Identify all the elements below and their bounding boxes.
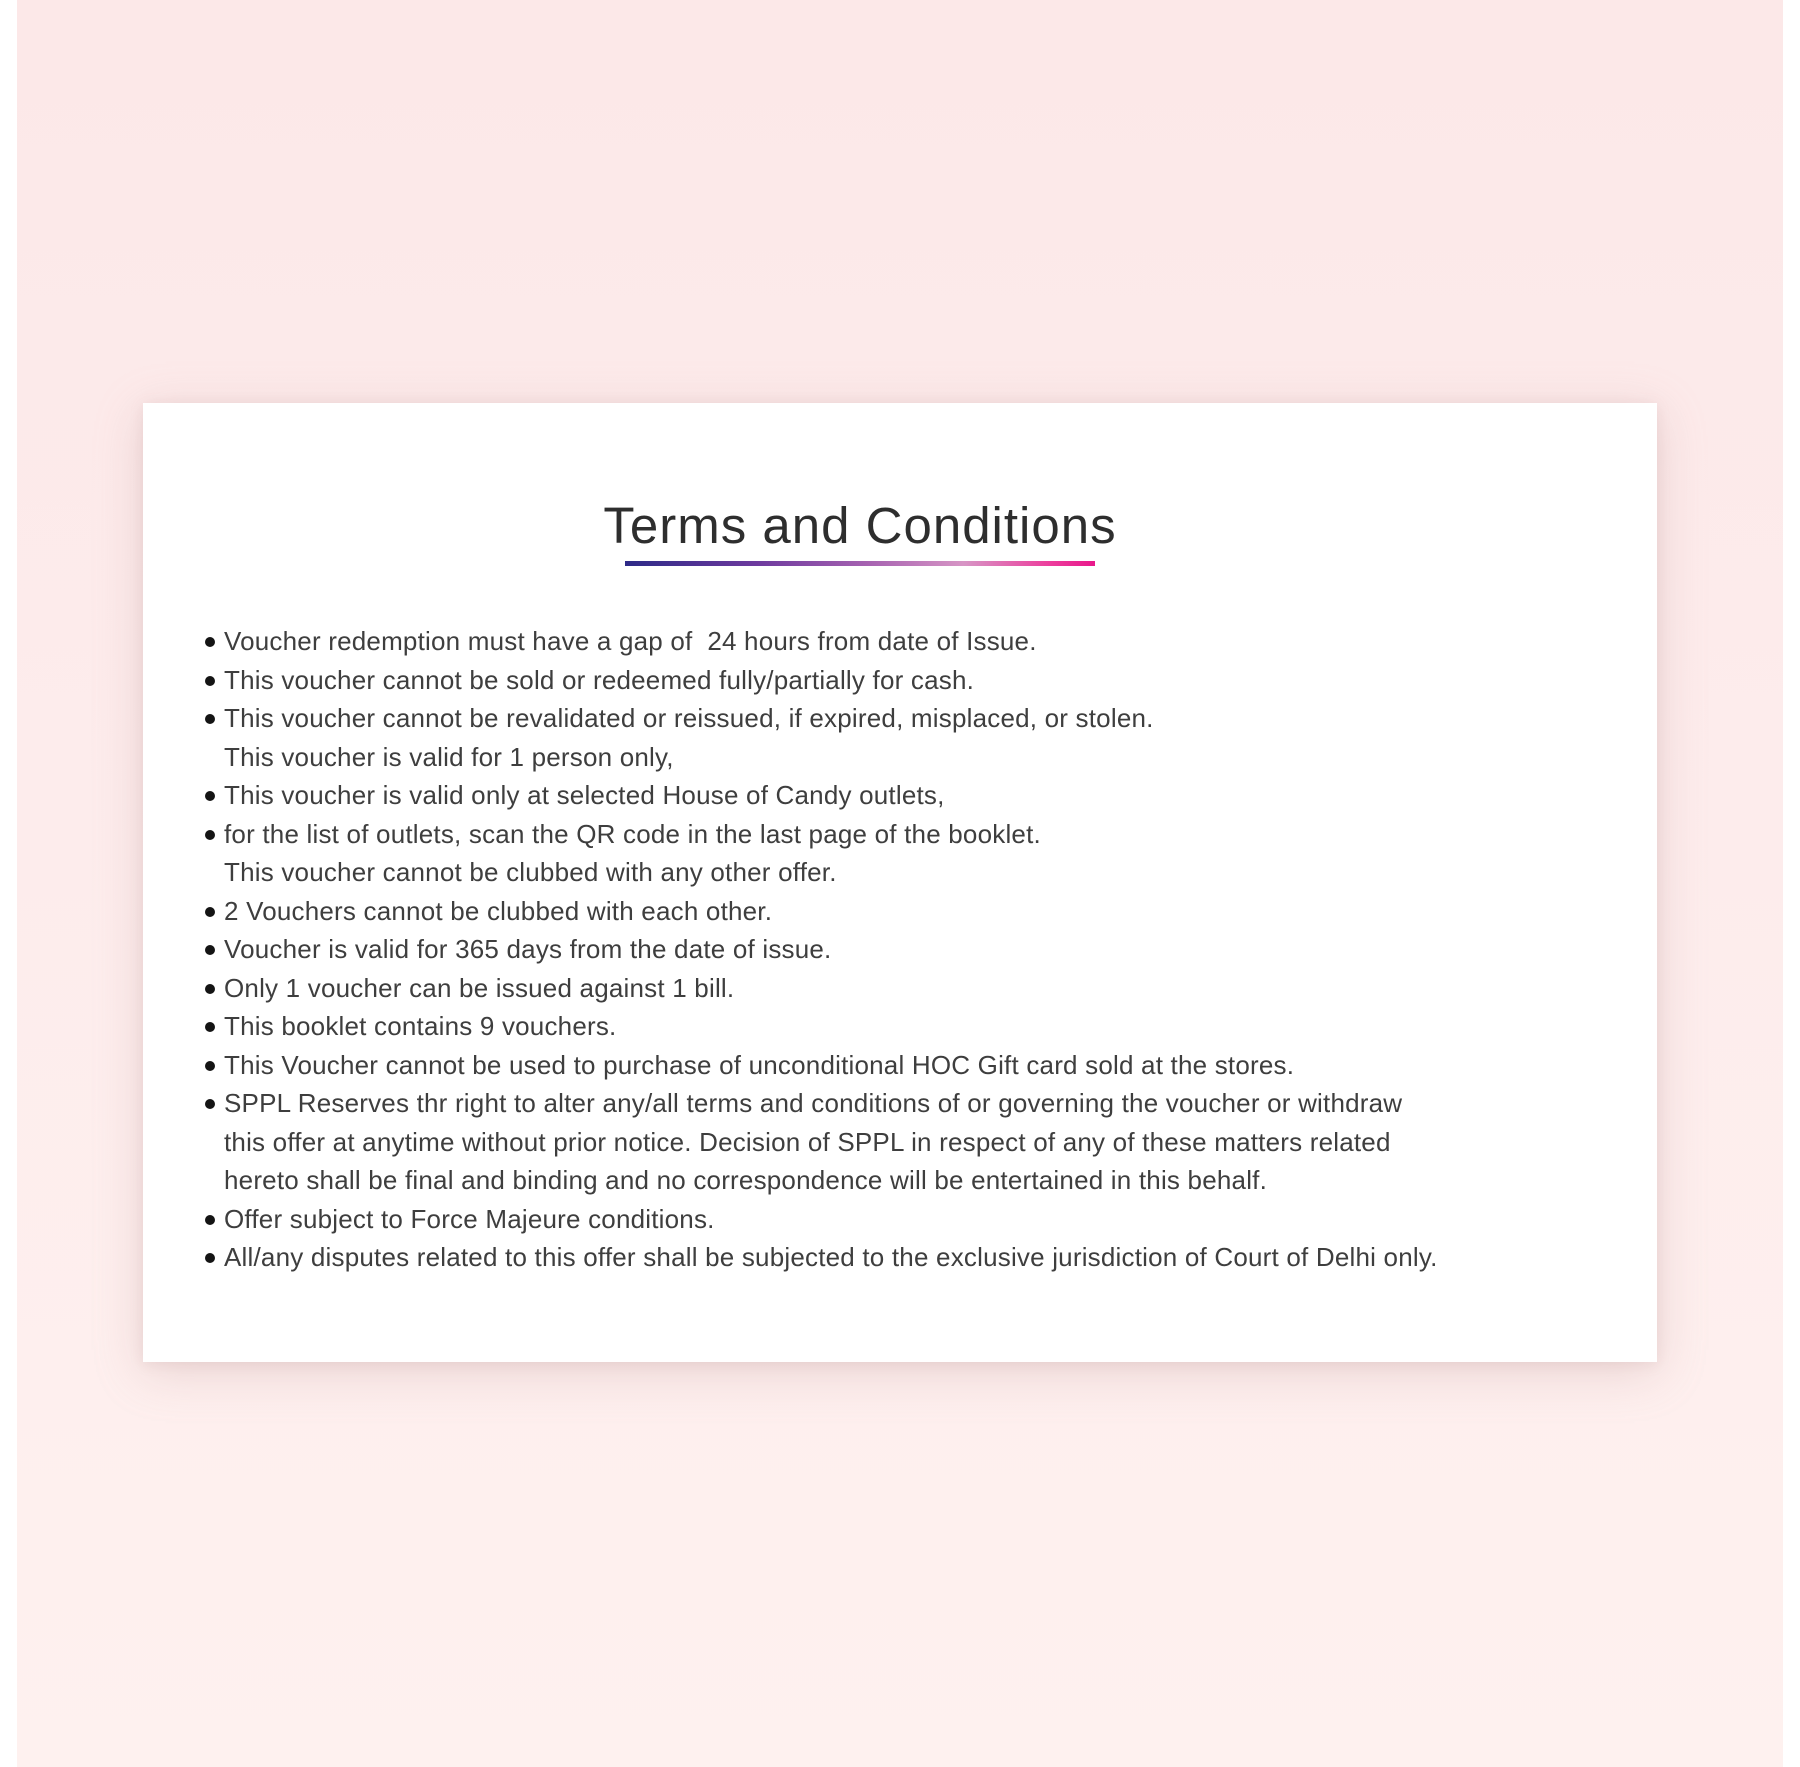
page-title: Terms and Conditions (603, 497, 1117, 554)
term-text: This voucher is valid only at selected House of Candy outlets, (224, 780, 945, 810)
term-row (205, 815, 1633, 854)
term-text: 2 Vouchers cannot be clubbed with each other. (224, 895, 773, 926)
bullet-dot-icon (205, 830, 215, 840)
bullet-dot-icon (205, 984, 215, 994)
term-text: hereto shall be final and binding and no correspondence will be entertained in this behalf. (224, 1165, 1268, 1195)
bullet-dot-icon (205, 868, 215, 878)
bullet-dot-icon (205, 1099, 215, 1109)
bullet-dot-icon (205, 907, 215, 917)
term-row (205, 1046, 1633, 1085)
bullet-dot-icon (205, 676, 215, 686)
bullet-dot-icon (205, 637, 215, 647)
term-text: All/any disputes related to this offer shall be subjected to the exclusive jurisdiction of Court of Delhi only. (224, 1242, 1438, 1272)
term-text: Voucher is valid for 365 days from the date of issue. (224, 934, 832, 964)
term-text: This voucher cannot be sold or redeemed fully/partially for cash. (224, 664, 975, 695)
term-row (205, 738, 1633, 777)
bullet-dot-icon (205, 791, 215, 801)
term-text: this offer at anytime without prior notice. Decision of SPPL in respect of any of these matters related (224, 1126, 1391, 1157)
term-row (205, 1238, 1633, 1277)
term-text: This Voucher cannot be used to purchase of unconditional HOC Gift card sold at the stores. (224, 1049, 1295, 1080)
term-text: Only 1 voucher can be issued against 1 bill. (224, 972, 735, 1003)
term-row (205, 1200, 1633, 1239)
bullet-dot-icon (205, 1061, 215, 1071)
term-row (205, 969, 1633, 1008)
term-row (205, 930, 1633, 969)
term-row (205, 776, 1633, 815)
term-text: Voucher redemption must have a gap of 24 hours from date of Issue. (224, 626, 1037, 656)
bullet-dot-icon (205, 714, 215, 724)
term-text: SPPL Reserves thr right to alter any/all terms and conditions of or governing the voucher or withdraw (224, 1088, 1403, 1118)
title-block (103, 498, 1617, 566)
terms-list (205, 622, 1633, 1277)
bullet-dot-icon (205, 1138, 215, 1148)
term-row (205, 1161, 1633, 1200)
term-text: This voucher cannot be revalidated or reissued, if expired, misplaced, or stolen. (224, 703, 1154, 733)
term-row (205, 622, 1633, 661)
term-row (205, 1123, 1633, 1162)
bullet-dot-icon (205, 1253, 215, 1263)
term-row (205, 892, 1633, 931)
term-row (205, 853, 1633, 892)
title-underline-gradient (625, 561, 1095, 566)
bullet-dot-icon (205, 945, 215, 955)
term-text: This voucher is valid for 1 person only, (224, 741, 674, 772)
bullet-dot-icon (205, 1022, 215, 1032)
term-row (205, 661, 1633, 700)
terms-card (143, 403, 1657, 1362)
bullet-dot-icon (205, 753, 215, 763)
bullet-dot-icon (205, 1215, 215, 1225)
term-text: This booklet contains 9 vouchers. (224, 1011, 617, 1041)
term-text: Offer subject to Force Majeure conditions. (224, 1203, 715, 1234)
term-row (205, 1007, 1633, 1046)
bullet-dot-icon (205, 1176, 215, 1186)
term-text: This voucher cannot be clubbed with any other offer. (224, 857, 837, 887)
term-text: for the list of outlets, scan the QR code in the last page of the booklet. (224, 818, 1041, 849)
term-row (205, 699, 1633, 738)
term-row (205, 1084, 1633, 1123)
